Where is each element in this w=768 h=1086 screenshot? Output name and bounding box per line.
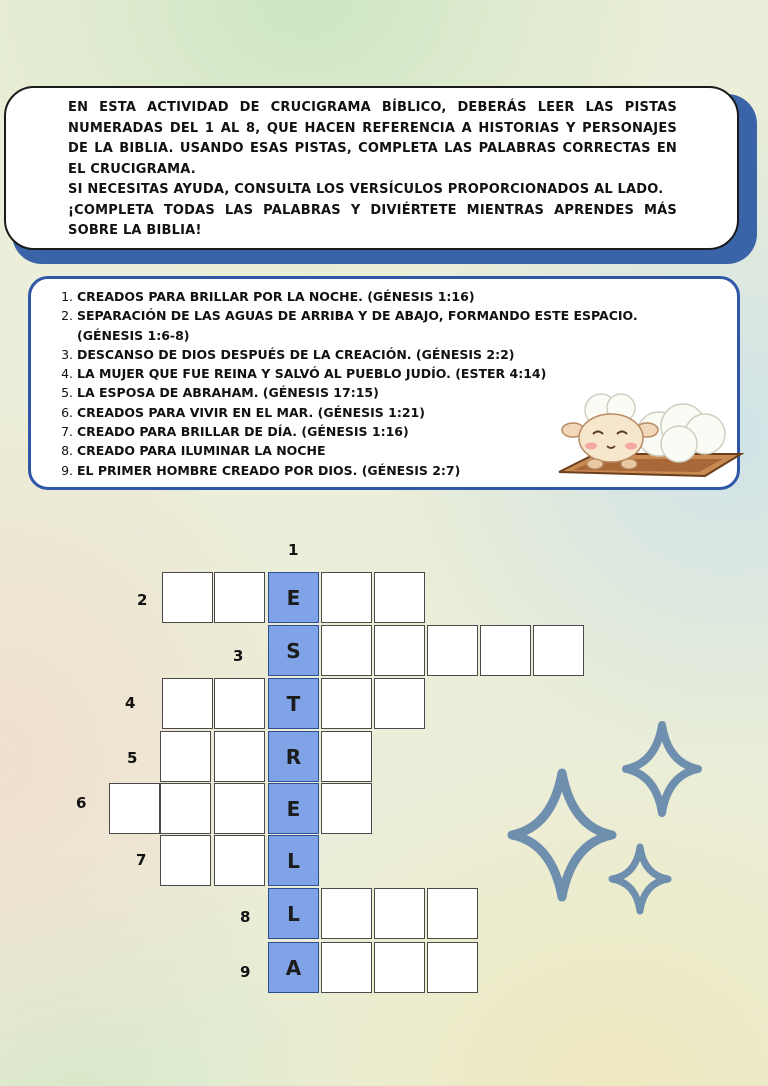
row-number-6: 6 bbox=[76, 794, 87, 812]
crossword-cell[interactable] bbox=[160, 783, 211, 834]
crossword-cell[interactable] bbox=[427, 888, 478, 939]
crossword-cell[interactable] bbox=[160, 731, 211, 782]
clue-text: CREADOS PARA VIVIR EN EL MAR. (GÉNESIS 1:21) bbox=[77, 404, 425, 420]
sparkles-decoration bbox=[500, 715, 715, 915]
clue-item bbox=[57, 306, 707, 345]
clue-number: 3. bbox=[61, 346, 73, 362]
clue-text: DESCANSO DE DIOS DESPUÉS DE LA CREACIÓN. (GÉNESIS 2:2) bbox=[77, 346, 515, 362]
crossword-key-cell: A bbox=[268, 942, 319, 993]
crossword-cell[interactable] bbox=[374, 888, 425, 939]
clue-text: CREADOS PARA BRILLAR POR LA NOCHE. (GÉNESIS 1:16) bbox=[77, 289, 475, 304]
clue-number-1: 1 bbox=[288, 541, 299, 559]
crossword-cell[interactable] bbox=[374, 625, 425, 676]
crossword-cell[interactable] bbox=[480, 625, 531, 676]
sparkle-small-icon bbox=[612, 847, 668, 911]
crossword-cell[interactable] bbox=[321, 625, 372, 676]
clue-number: 8. bbox=[61, 443, 73, 459]
instructions-paragraph-2: SI NECESITAS AYUDA, CONSULTA LOS VERSÍCULOS PROPORCIONADOS AL LADO. bbox=[68, 182, 664, 197]
crossword-cell[interactable] bbox=[214, 835, 265, 886]
row-number-3: 3 bbox=[233, 647, 244, 665]
clue-text: SEPARACIÓN DE LAS AGUAS DE ARRIBA Y DE ABAJO, FORMANDO ESTE ESPACIO. (GÉNESIS 1:6-8) bbox=[77, 308, 638, 343]
clue-number: 2. bbox=[61, 308, 73, 324]
crossword-cell[interactable] bbox=[427, 942, 478, 993]
clue-number: 9. bbox=[61, 462, 73, 478]
clue-text: EL PRIMER HOMBRE CREADO POR DIOS. (GÉNESIS 2:7) bbox=[77, 462, 461, 478]
sheep-mat bbox=[559, 454, 741, 476]
row-number-4: 4 bbox=[125, 694, 136, 712]
sparkle-top-icon bbox=[626, 725, 698, 813]
crossword-cell[interactable] bbox=[374, 678, 425, 729]
clue-text: CREADO PARA BRILLAR DE DÍA. (GÉNESIS 1:16) bbox=[77, 424, 409, 440]
clue-text: LA MUJER QUE FUE REINA Y SALVÓ AL PUEBLO JUDÍO. (ESTER 4:14) bbox=[77, 366, 547, 382]
clue-number: 7. bbox=[61, 424, 73, 440]
crossword-cell[interactable] bbox=[214, 572, 265, 623]
crossword-key-cell: S bbox=[268, 625, 319, 676]
row-number-8: 8 bbox=[240, 908, 251, 926]
row-number-7: 7 bbox=[136, 851, 147, 869]
crossword-key-cell: R bbox=[268, 731, 319, 782]
clue-text: LA ESPOSA DE ABRAHAM. (GÉNESIS 17:15) bbox=[77, 385, 379, 401]
crossword-cell[interactable] bbox=[214, 731, 265, 782]
crossword-cell[interactable] bbox=[321, 942, 372, 993]
sheep-illustration bbox=[555, 388, 745, 484]
crossword-cell[interactable] bbox=[321, 678, 372, 729]
clue-number: 5. bbox=[61, 385, 73, 401]
instructions-text bbox=[68, 98, 677, 242]
crossword-key-cell: E bbox=[268, 572, 319, 623]
crossword-key-cell: T bbox=[268, 678, 319, 729]
clue-item bbox=[57, 364, 707, 383]
clue-item bbox=[57, 345, 707, 364]
clue-number: 4. bbox=[61, 366, 73, 382]
crossword-cell[interactable] bbox=[374, 942, 425, 993]
row-number-9: 9 bbox=[240, 963, 251, 981]
instructions-paragraph-1: EN ESTA ACTIVIDAD DE CRUCIGRAMA BÍBLICO, DEBERÁS LEER LAS PISTAS NUMERADAS DEL 1 AL 8, QUE HACEN REFERENCIA A HISTORIAS Y PERSONAJES DE LA BIBLIA. USANDO ESAS PISTAS, COMPLETA LAS PALABRAS CORRECTAS EN EL CRUCIGRAMA. bbox=[68, 100, 677, 177]
crossword-cell[interactable] bbox=[214, 783, 265, 834]
clue-number: 6. bbox=[61, 404, 73, 420]
crossword-cell[interactable] bbox=[533, 625, 584, 676]
clue-text: CREADO PARA ILUMINAR LA NOCHE bbox=[77, 443, 326, 459]
crossword-cell[interactable] bbox=[109, 783, 160, 834]
crossword-cell[interactable] bbox=[321, 572, 372, 623]
crossword-key-cell: L bbox=[268, 888, 319, 939]
crossword-key-cell: E bbox=[268, 783, 319, 834]
crossword-cell[interactable] bbox=[427, 625, 478, 676]
crossword-cell[interactable] bbox=[321, 783, 372, 834]
instructions-paragraph-3: ¡COMPLETA TODAS LAS PALABRAS Y DIVIÉRTETE MIENTRAS APRENDES MÁS SOBRE LA BIBLIA! bbox=[68, 202, 677, 238]
row-number-5: 5 bbox=[127, 749, 138, 767]
crossword-cell[interactable] bbox=[160, 835, 211, 886]
crossword-cell[interactable] bbox=[374, 572, 425, 623]
crossword-cell[interactable] bbox=[321, 888, 372, 939]
clue-item bbox=[57, 287, 707, 306]
clue-number: 1. bbox=[61, 289, 73, 304]
sparkle-large-icon bbox=[512, 773, 612, 897]
crossword-key-cell: L bbox=[268, 835, 319, 886]
instructions-box bbox=[4, 86, 739, 250]
crossword-cell[interactable] bbox=[162, 678, 213, 729]
crossword-cell[interactable] bbox=[214, 678, 265, 729]
crossword-cell[interactable] bbox=[162, 572, 213, 623]
row-number-2: 2 bbox=[137, 591, 148, 609]
crossword-cell[interactable] bbox=[321, 731, 372, 782]
